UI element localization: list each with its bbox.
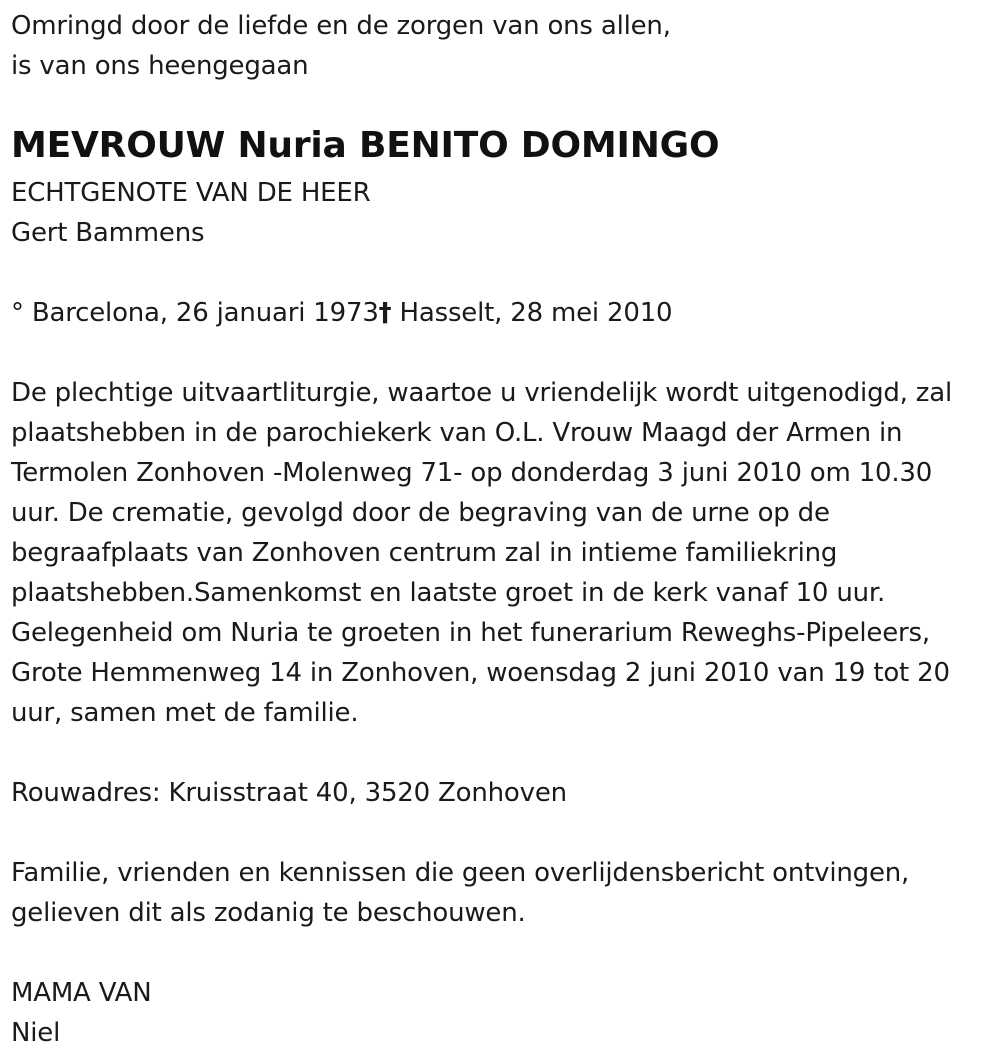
- cross-icon: †: [378, 298, 392, 328]
- signature-name: Niel: [11, 1018, 61, 1048]
- notice-line-1: Familie, vrienden en kennissen die geen overlijdensbericht ontvingen,: [11, 858, 910, 888]
- birth-info: ° Barcelona, 26 januari 1973: [11, 298, 379, 328]
- ceremony-line: begraafplaats van Zonhoven centrum zal in intieme familiekring: [11, 538, 838, 568]
- relation-title: ECHTGENOTE VAN DE HEER: [11, 178, 371, 208]
- ceremony-line: Termolen Zonhoven -Molenweg 71- op donderdag 3 juni 2010 om 10.30: [11, 458, 933, 488]
- intro-line-1: Omringd door de liefde en de zorgen van ons allen,: [11, 11, 671, 41]
- ceremony-line: plaatshebben in de parochiekerk van O.L. Vrouw Maagd der Armen in: [11, 418, 903, 448]
- ceremony-line: De plechtige uitvaartliturgie, waartoe u vriendelijk wordt uitgenodigd, zal: [11, 378, 953, 408]
- ceremony-line: plaatshebben.Samenkomst en laatste groet in de kerk vanaf 10 uur.: [11, 578, 886, 608]
- intro-line-2: is van ons heengegaan: [11, 51, 309, 81]
- ceremony-line: Gelegenheid om Nuria te groeten in het funerarium Reweghs-Pipeleers,: [11, 618, 930, 648]
- signature-title: MAMA VAN: [11, 978, 152, 1008]
- death-info: Hasselt, 28 mei 2010: [391, 298, 673, 328]
- mourning-address: Rouwadres: Kruisstraat 40, 3520 Zonhoven: [11, 778, 567, 808]
- ceremony-line: uur, samen met de familie.: [11, 698, 359, 728]
- spouse-name: Gert Bammens: [11, 218, 205, 248]
- life-dates: [11, 293, 672, 333]
- notice-line-2: gelieven dit als zodanig te beschouwen.: [11, 898, 526, 928]
- ceremony-line: uur. De crematie, gevolgd door de begraving van de urne op de: [11, 498, 830, 528]
- deceased-name: MEVROUW Nuria BENITO DOMINGO: [11, 125, 720, 166]
- ceremony-line: Grote Hemmenweg 14 in Zonhoven, woensdag 2 juni 2010 van 19 tot 20: [11, 658, 950, 688]
